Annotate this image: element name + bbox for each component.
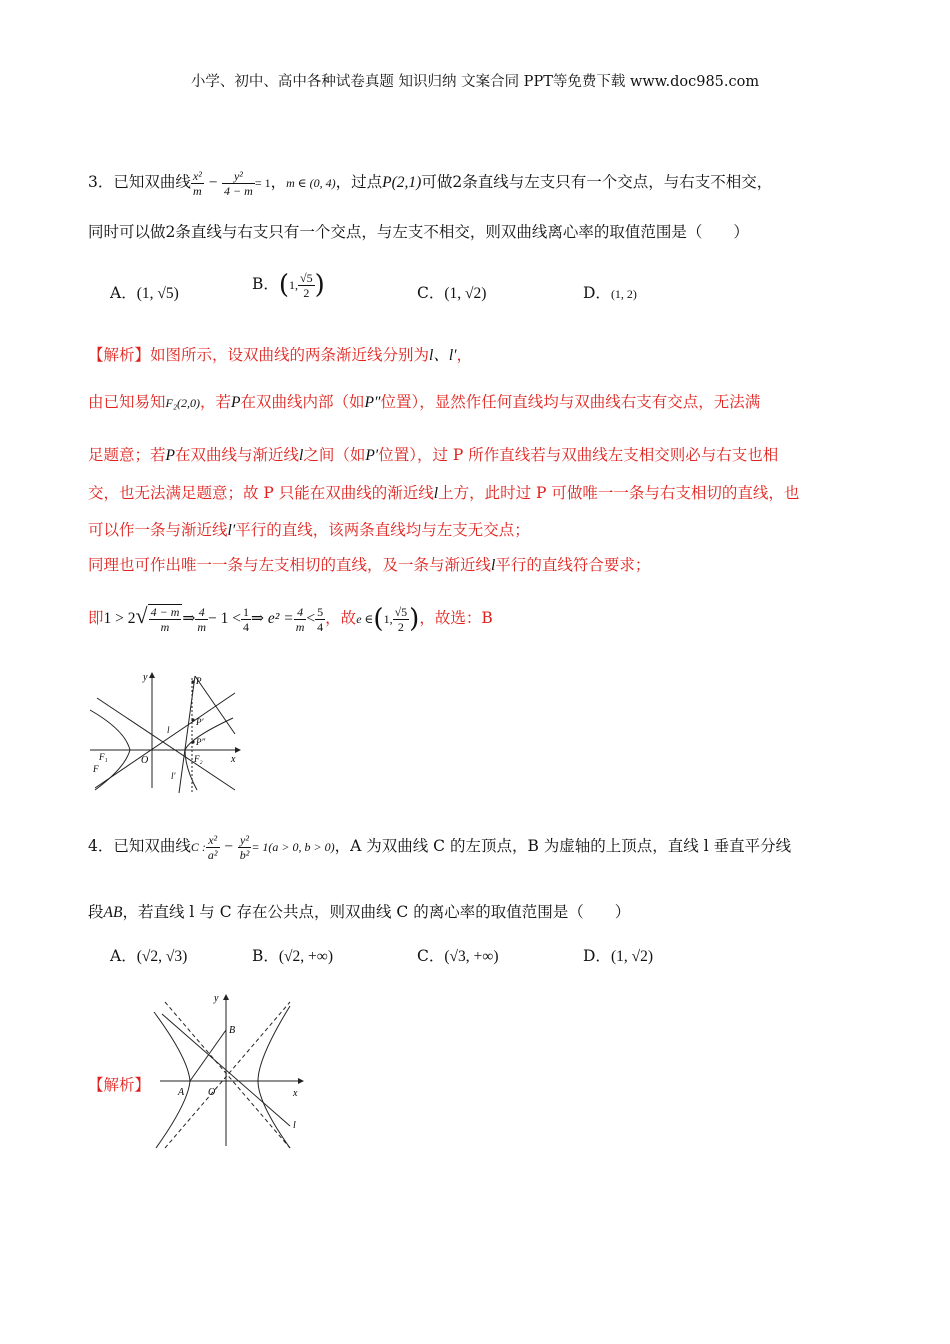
fig3-label-y: y bbox=[143, 672, 148, 683]
q3-frac1: $\frac{\text{x²}}{m}$ bbox=[192, 168, 202, 198]
fig4-label-b: B bbox=[229, 1025, 236, 1036]
fig4-label-a: A bbox=[178, 1087, 185, 1098]
sol3-tag: 【解析】 bbox=[88, 346, 151, 364]
fig4-y-arrow bbox=[223, 994, 229, 1000]
q3-line1: 3．已知双曲线 $\frac{\text{x²}}{m}$ − $\frac{\text{y²}}{4 - m}$ = 1，m ∈ (0, 4)，过点P(2,1)可做2条直线与左支只有一个交点，与右支不相交， bbox=[88, 168, 773, 198]
sol3-sqrt-frac: $\frac{4 - m}{m}$ bbox=[148, 604, 183, 634]
q3-condition: m ∈ (0, 4) bbox=[286, 176, 336, 190]
fig3-label-p2: P″ bbox=[196, 737, 206, 747]
fig3-label-l: l bbox=[167, 725, 170, 735]
fig4-left-branch bbox=[154, 1012, 190, 1148]
q4-frac1: $\frac{\text{x²}}{\text{a²}}$ bbox=[207, 832, 218, 862]
q3-point: P(2,1) bbox=[382, 174, 422, 191]
q3-text2: ，过点 bbox=[335, 173, 383, 191]
q4-option-b[interactable]: B．(√2, +∞) bbox=[252, 947, 334, 965]
q4-line1: 4．已知双曲线C : $\frac{\text{x²}}{\text{a²}}$ − $\frac{\text{y²}}{\text{b²}}$ = 1(a > 0, b > 0)，A 为双曲线 C 的左顶点，B 为虚轴的上顶点，直线 l 垂直平分线 bbox=[88, 832, 792, 862]
q3-text3: 可做2条直线与左支只有一个交点，与右支不相交， bbox=[421, 173, 773, 191]
q4-number: 4． bbox=[88, 837, 114, 855]
q3-option-d[interactable]: D．(1, 2) bbox=[583, 284, 637, 302]
fig3-label-o: O bbox=[141, 755, 149, 766]
q4-option-a-value: (√2, √3) bbox=[136, 948, 188, 965]
q4-option-c-value: (√3, +∞) bbox=[444, 948, 499, 965]
sol4-tag: 【解析】 bbox=[88, 1076, 151, 1094]
figure-q4-hyperbola bbox=[150, 988, 310, 1150]
sol3-line6: 同理也可作出唯一一条与左支相切的直线，及一条与渐近线l平行的直线符合要求； bbox=[88, 556, 651, 574]
fig3-label-f2: F₂ bbox=[194, 754, 203, 764]
fig3-label-p1: P′ bbox=[196, 717, 204, 727]
q4-frac2: $\frac{\text{y²}}{\text{b²}}$ bbox=[239, 832, 250, 862]
fig4-segment-ab bbox=[190, 1030, 226, 1081]
fig3-point-p bbox=[191, 680, 194, 683]
fig3-asymptote-l-prime bbox=[97, 698, 235, 790]
q4-option-d-value: (1, √2) bbox=[610, 948, 654, 965]
q4-text1: 已知双曲线 bbox=[113, 837, 191, 855]
q3-option-a-value: (1, √5) bbox=[136, 285, 179, 302]
q3-option-a[interactable]: A．(1, √5) bbox=[110, 284, 179, 302]
q4-option-d[interactable]: D．(1, √2) bbox=[583, 947, 654, 965]
fig3-label-f: F bbox=[93, 764, 99, 774]
fig4-label-y: y bbox=[214, 993, 219, 1004]
fig4-x-arrow bbox=[298, 1078, 304, 1084]
page-header: 小学、初中、高中各种试卷真题 知识归纳 文案合同 PPT等免费下载 www.doc985.com bbox=[190, 74, 760, 90]
fig4-right-branch bbox=[258, 1006, 290, 1148]
fig3-label-x: x bbox=[231, 754, 236, 765]
q4-text2: ，A 为双曲线 C 的左顶点，B 为虚轴的上顶点，直线 l 垂直平分线 bbox=[334, 837, 792, 855]
fig3-y-arrow bbox=[149, 672, 155, 678]
q3-option-b[interactable]: B．(1, $\frac{√5}{2}$ ) bbox=[252, 270, 325, 300]
fig3-asymptote-l bbox=[95, 693, 235, 788]
fig3-x-arrow bbox=[235, 747, 241, 753]
q4-option-b-value: (√2, +∞) bbox=[278, 948, 334, 965]
q3-eq-rest: = 1 bbox=[254, 176, 271, 190]
fig3-label-f1: F₁ bbox=[99, 752, 108, 762]
q3-line2: 同时可以做2条直线与右支只有一个交点，与左支不相交，则双曲线离心率的取值范围是（ ） bbox=[88, 223, 749, 241]
q4-option-a[interactable]: A．(√2, √3) bbox=[110, 947, 188, 965]
q3-option-b-frac: $\frac{√5}{2}$ bbox=[300, 270, 313, 300]
q3-number: 3． bbox=[88, 173, 114, 191]
q4-option-c[interactable]: C．(√3, +∞) bbox=[417, 947, 499, 965]
sol3-line7: 即1 > 2√ $\frac{4 - m}{m}$ ⇒ $\frac{4}{m}$ − 1 < $\frac{1}{4}$ ⇒ e² = $\frac{4}{m}$ < $\frac{5}{4}$ ，故e ∈(1, $\frac{√5}{2}$ )，故选：B bbox=[88, 603, 493, 634]
sol3-line5: 可以作一条与渐近线l′平行的直线，该两条直线均与左支无交点； bbox=[88, 521, 530, 539]
q4-line2: 段AB，若直线 l 与 C 存在公共点，则双曲线 C 的离心率的取值范围是（ ） bbox=[88, 903, 631, 921]
fig3-parallel-line bbox=[179, 676, 195, 793]
figure-q3-hyperbola bbox=[85, 668, 245, 794]
fig4-label-x: x bbox=[293, 1088, 298, 1099]
fig3-label-l-prime: l′ bbox=[171, 771, 176, 781]
fig3-label-p: P bbox=[196, 676, 202, 686]
q4-eq-rest: = 1(a > 0, b > 0) bbox=[251, 840, 335, 854]
fig4-label-o: O bbox=[208, 1087, 216, 1098]
fig3-point-p2 bbox=[191, 740, 194, 743]
q3-option-d-value: (1, 2) bbox=[610, 287, 637, 301]
q3-option-c[interactable]: C．(1, √2) bbox=[417, 284, 487, 302]
fig3-point-p1 bbox=[191, 718, 194, 721]
sol3-line4: 交，也无法满足题意；故 P 只能在双曲线的渐近线l上方，此时过 P 可做唯一一条与右支相切的直线，也 bbox=[88, 484, 800, 502]
sol3-line3: 足题意；若P在双曲线与渐近线l之间（如P′位置），过 P 所作直线若与双曲线左支相交则必与右支也相 bbox=[88, 446, 779, 464]
fig4-label-l: l bbox=[293, 1120, 296, 1131]
sol3-line1: 【解析】如图所示，设双曲线的两条渐近线分别为l、l′， bbox=[88, 346, 473, 364]
q3-option-c-value: (1, √2) bbox=[444, 285, 487, 302]
q3-frac2: $\frac{\text{y²}}{4 - m}$ bbox=[224, 168, 253, 198]
sol3-line2: 由已知易知F₂(2,0)，若P在双曲线内部（如P″位置），显然作任何直线均与双曲线右支有交点，无法满 bbox=[88, 393, 761, 411]
q3-text1: 已知双曲线 bbox=[113, 173, 191, 191]
